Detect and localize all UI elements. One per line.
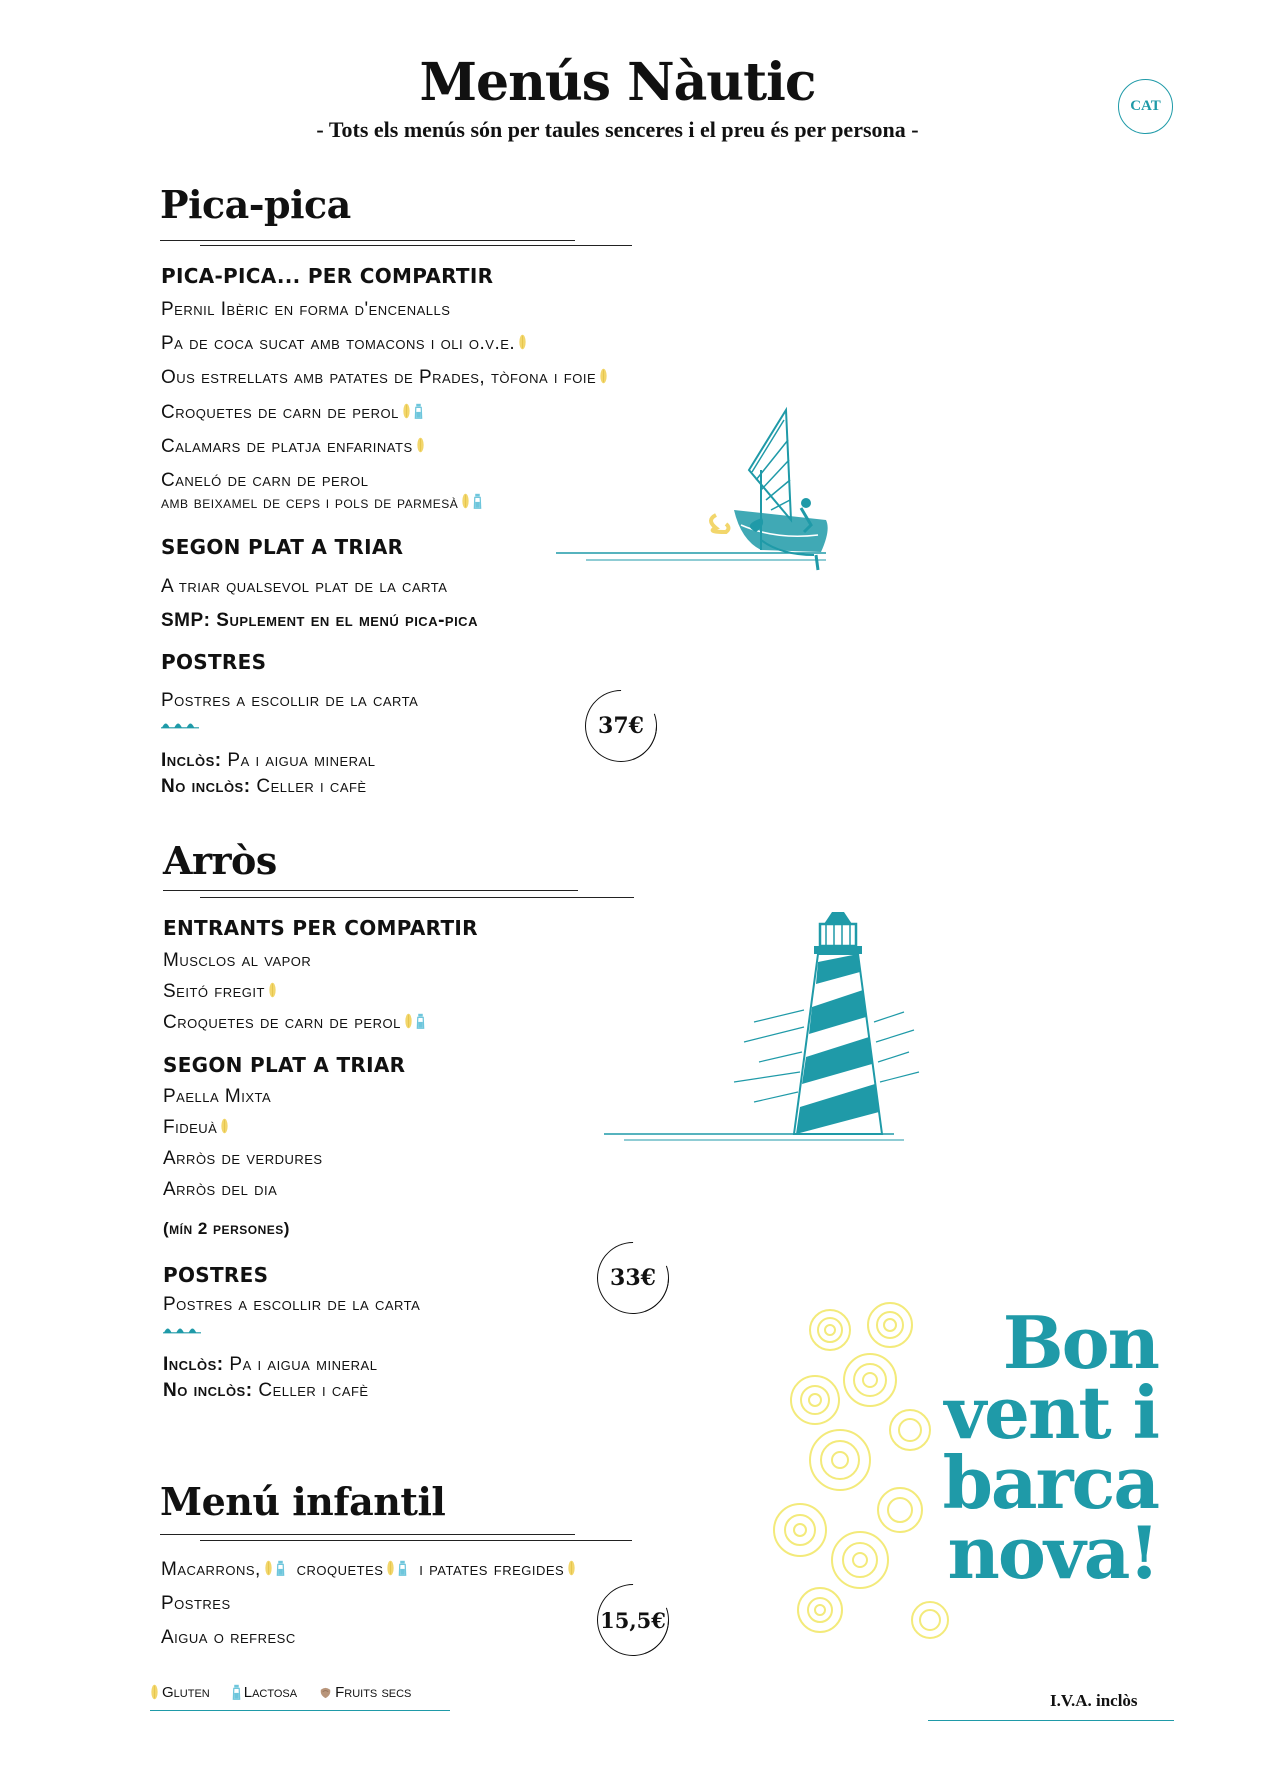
supplement-text: Suplement en el menú pica-pica — [216, 610, 478, 631]
language-button[interactable]: CAT — [1118, 79, 1173, 134]
supplement-label: SMP: — [161, 610, 211, 631]
menu-item: Ous estrellats amb patates de Prades, tòfona i foie — [161, 367, 608, 389]
menu-item: Postres a escollir de la carta — [163, 1294, 421, 1315]
menu-item: Paella Mixta — [163, 1086, 272, 1107]
menu-item: Pernil Ibèric en forma d'encenalls — [161, 299, 451, 320]
gluten-icon — [268, 981, 277, 999]
gluten-icon — [416, 436, 425, 454]
legend-gluten: Gluten — [150, 1683, 210, 1701]
section-rule — [163, 890, 578, 891]
slogan-line: vent i — [944, 1370, 1158, 1455]
menu-item: Postres — [161, 1593, 231, 1614]
gluten-icon — [518, 333, 527, 351]
section-title-pica-pica: Pica-pica — [160, 182, 351, 227]
gluten-icon — [264, 1559, 273, 1577]
min-persons-note: (mín 2 persones) — [163, 1219, 290, 1238]
gluten-icon — [402, 402, 411, 420]
section-title-arros: Arròs — [163, 838, 277, 883]
menu-item: Arròs del dia — [163, 1179, 278, 1200]
legend-rule — [150, 1710, 450, 1711]
included-line: Inclòs: Pa i aigua mineral — [163, 1354, 378, 1375]
section-title-menu-infantil: Menú infantil — [160, 1479, 446, 1524]
price-badge: 33€ — [597, 1242, 669, 1314]
lactose-icon — [416, 1012, 425, 1030]
lactose-icon — [232, 1683, 241, 1701]
section-rule — [160, 1534, 575, 1535]
section-heading: ENTRANTS PER COMPARTIR — [163, 916, 478, 940]
price-badge: 15,5€ — [597, 1584, 669, 1656]
lighthouse-illustration — [604, 912, 924, 1142]
section-rule — [160, 240, 575, 241]
gluten-icon — [599, 367, 608, 385]
slogan-line: nova! — [947, 1510, 1158, 1595]
menu-item: Caneló de carn de perol — [161, 470, 369, 491]
gluten-icon — [567, 1559, 576, 1577]
section-heading: SEGON PLAT A TRIAR — [161, 535, 404, 559]
included-line: Inclòs: Pa i aigua mineral — [161, 750, 376, 771]
slogan — [898, 1300, 1158, 1595]
waves-icon — [163, 1323, 201, 1335]
allergen-legend — [150, 1683, 411, 1701]
section-rule — [200, 897, 634, 898]
section-heading: PICA-PICA... PER COMPARTIR — [161, 264, 494, 288]
lactose-icon — [276, 1559, 285, 1577]
not-included-line: No inclòs: Celler i cafè — [161, 776, 367, 797]
menu-item: Calamars de platja enfarinats — [161, 436, 425, 458]
gluten-icon — [150, 1683, 159, 1701]
lactose-icon — [473, 492, 482, 510]
slogan-line: Bon — [1002, 1300, 1158, 1385]
menu-item: Pa de coca sucat amb tomacons i oli o.v.e. — [161, 333, 527, 355]
legend-nuts: Fruits secs — [319, 1683, 411, 1701]
menu-item: Aigua o refresc — [161, 1627, 296, 1648]
menu-item: Seitó fregit — [163, 981, 277, 1003]
menu-item: Fideuà — [163, 1117, 229, 1139]
menu-item: amb beixamel de ceps i pols de parmesà — [161, 492, 482, 513]
lactose-icon — [414, 402, 423, 420]
nuts-icon — [319, 1686, 332, 1699]
gluten-icon — [461, 492, 470, 510]
not-included-line: No inclòs: Celler i cafè — [163, 1380, 369, 1401]
section-rule — [200, 245, 632, 246]
vat-note: I.V.A. inclòs — [1050, 1691, 1138, 1710]
section-heading: POSTRES — [161, 650, 267, 674]
menu-item — [161, 610, 478, 632]
menu-item: Musclos al vapor — [163, 950, 312, 971]
section-heading: SEGON PLAT A TRIAR — [163, 1053, 406, 1077]
boat-illustration — [556, 400, 936, 575]
menu-item: Arròs de verdures — [163, 1148, 323, 1169]
gluten-icon — [404, 1012, 413, 1030]
section-heading: POSTRES — [163, 1263, 269, 1287]
section-rule — [200, 1540, 632, 1541]
menu-item: Macarrons, croquetes i patates fregides — [161, 1559, 576, 1581]
page-title: Menús Nàutic — [419, 52, 816, 113]
lactose-icon — [398, 1559, 407, 1577]
waves-icon — [161, 718, 199, 730]
vat-rule — [928, 1720, 1174, 1721]
menu-item: Croquetes de carn de perol — [163, 1012, 425, 1034]
menu-item: A triar qualsevol plat de la carta — [161, 576, 448, 597]
page-subtitle: - Tots els menús són per taules senceres i el preu és per persona - — [316, 117, 919, 142]
gluten-icon — [386, 1559, 395, 1577]
slogan-line: barca — [942, 1440, 1158, 1525]
menu-item: Postres a escollir de la carta — [161, 690, 419, 711]
gluten-icon — [220, 1117, 229, 1135]
legend-lactose: Lactosa — [232, 1683, 297, 1701]
menu-item: Croquetes de carn de perol — [161, 402, 423, 424]
price-badge: 37€ — [585, 690, 657, 762]
